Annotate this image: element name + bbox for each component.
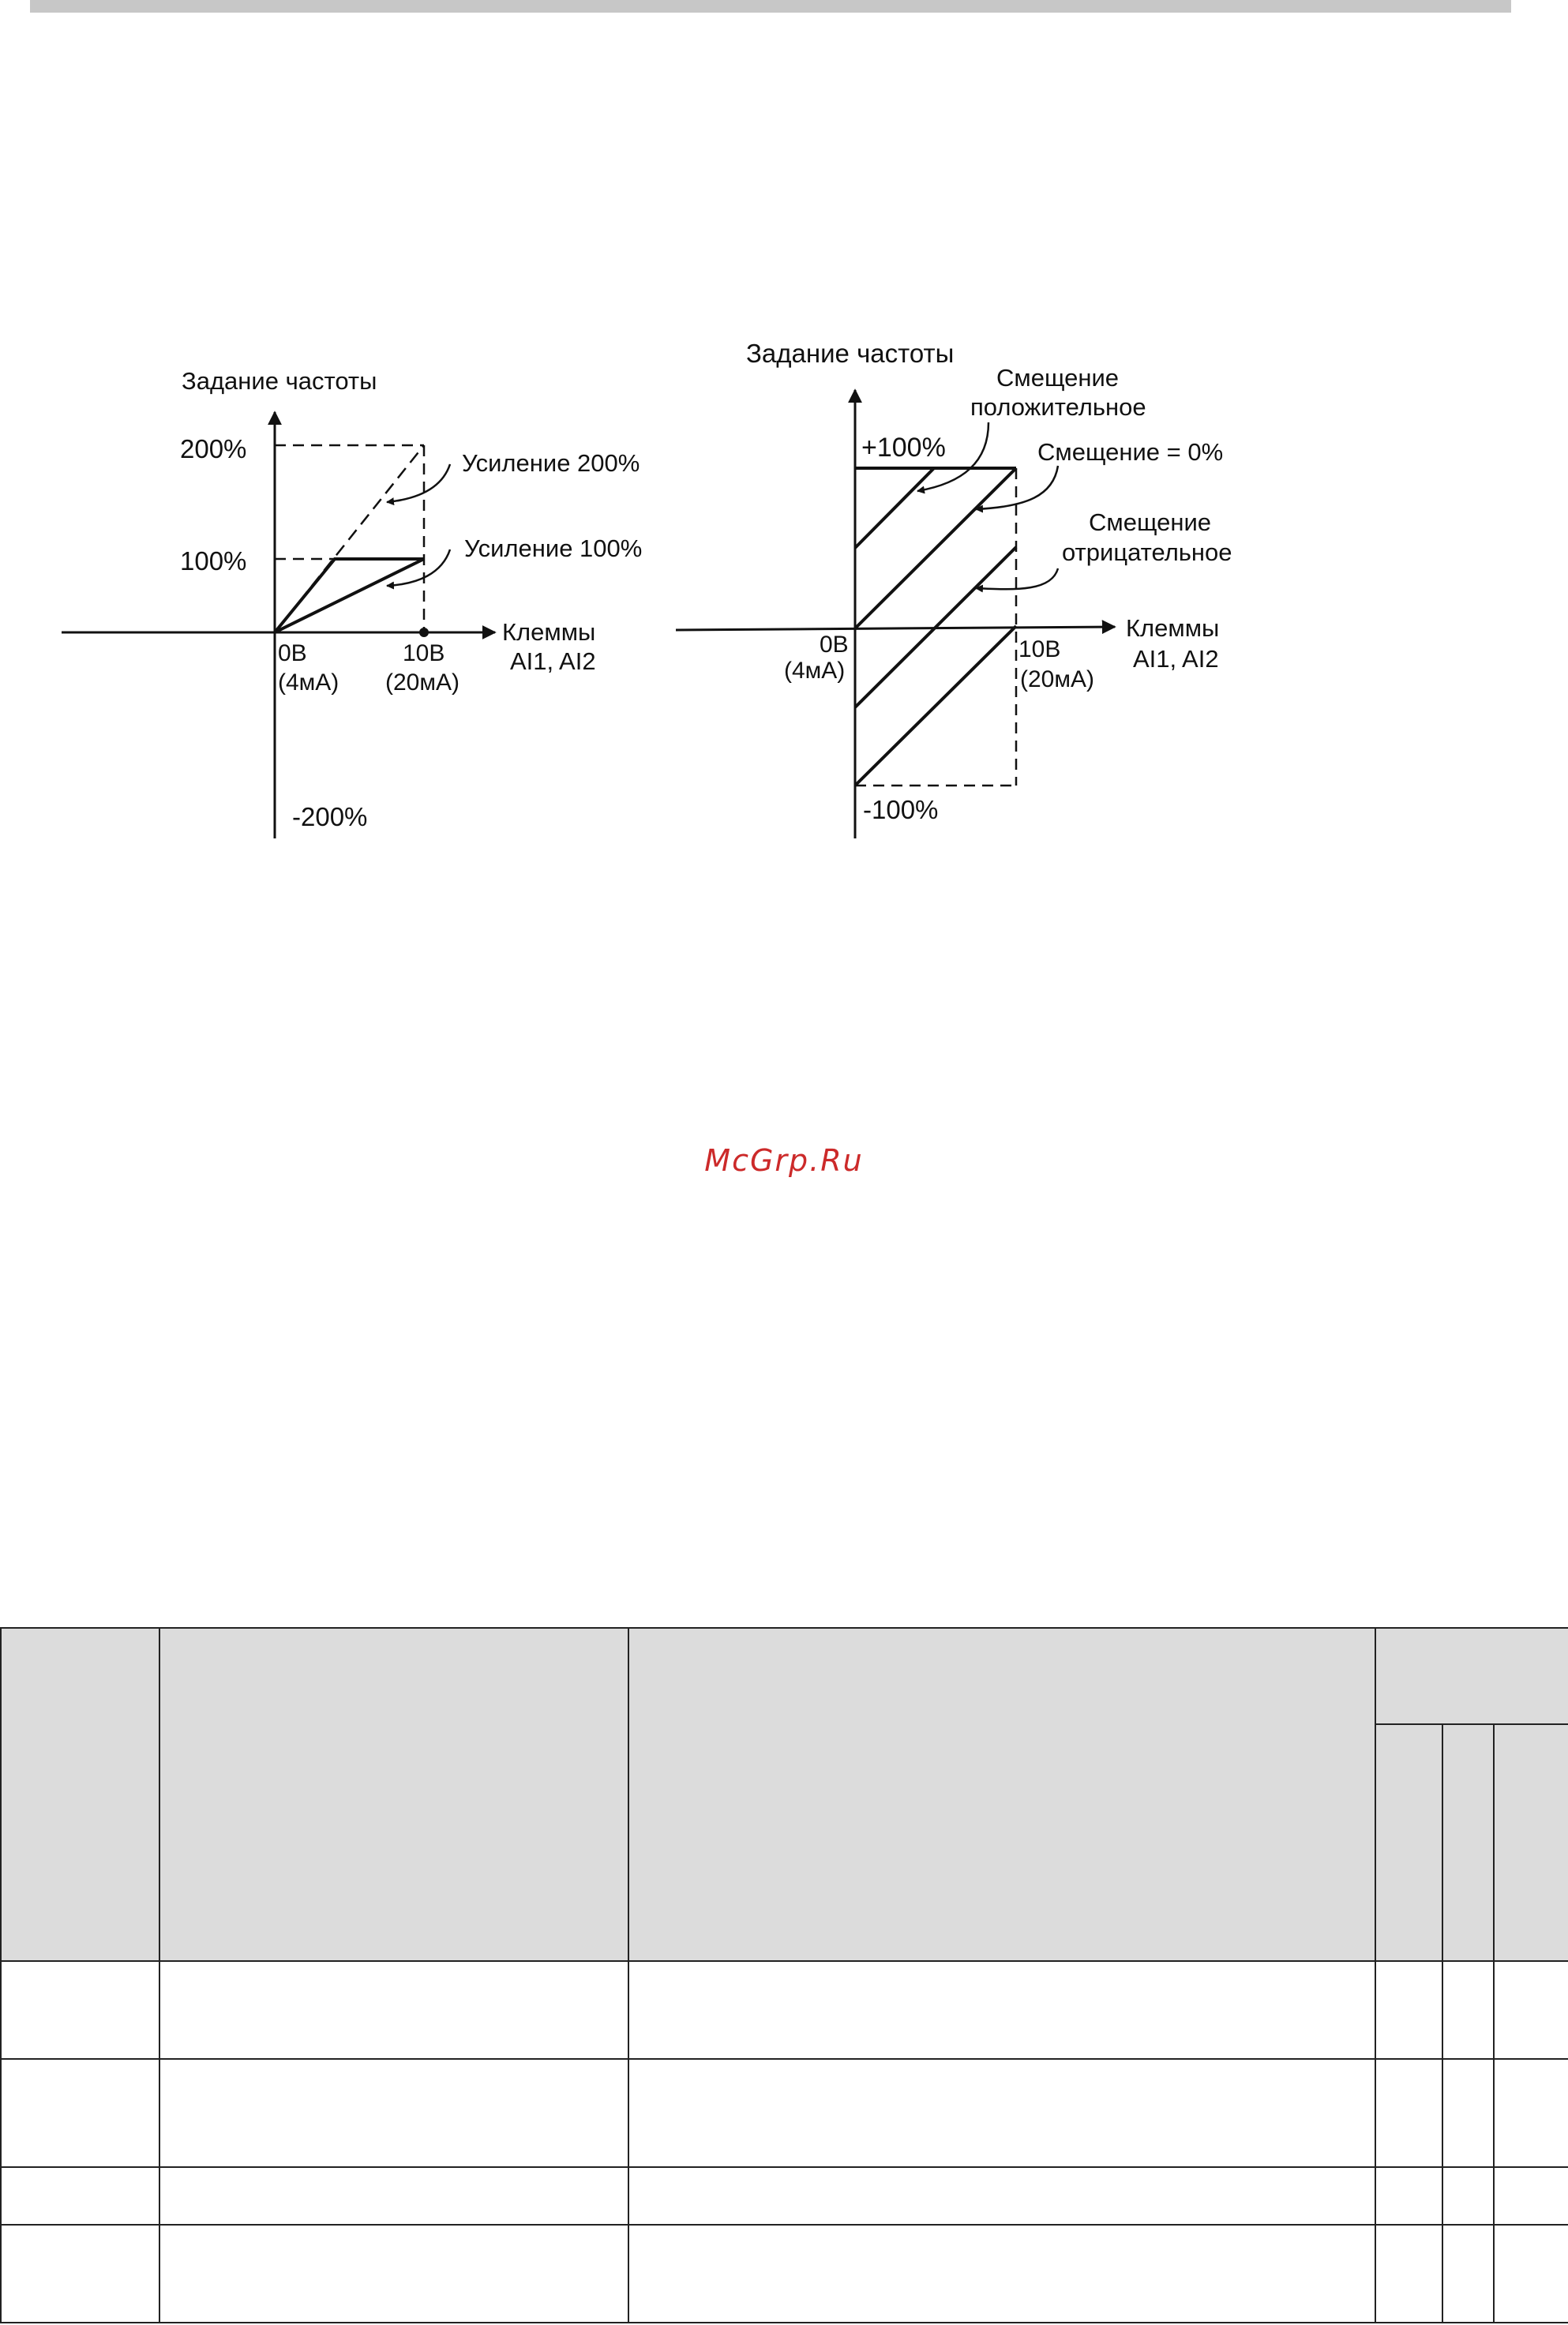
table-row (1, 2059, 1568, 2167)
figures (0, 0, 1568, 868)
header-cell-code (1, 1628, 159, 1961)
bias-x-tick-0-line1: 0В (820, 632, 849, 658)
gain-100-label: Усиление 100% (464, 534, 643, 562)
gain-y-axis-label: Задание частоты (182, 367, 377, 395)
gain-100-line (275, 559, 424, 632)
header-subcell-2 (1442, 1724, 1494, 1961)
gain-figure (62, 367, 642, 838)
bias-tick-neg100: -100% (863, 795, 939, 824)
bias-y-axis-label: Задание частоты (746, 339, 955, 368)
gain-200-label: Усиление 200% (462, 449, 640, 477)
gain-tick-200: 200% (180, 434, 247, 463)
gain-x-axis-label-line1: Клеммы (502, 618, 596, 646)
watermark: McGrp.Ru (704, 1143, 864, 1178)
bias-x-tick-10-line2: (20мА) (1020, 666, 1094, 692)
gain-100-pointer (387, 549, 450, 586)
gain-x-tick-0-line1: 0В (278, 640, 307, 666)
table-row (1, 2225, 1568, 2323)
bias-x-tick-0-line2: (4мА) (784, 658, 846, 684)
gain-200-pointer (387, 464, 450, 502)
gain-10v-point (419, 628, 429, 637)
header-subcell-1 (1375, 1724, 1442, 1961)
bias-x-axis-label-line1: Клеммы (1126, 614, 1220, 642)
bias-zero-line (855, 468, 1016, 628)
header-cell-group (1375, 1628, 1568, 1724)
table-row (1, 1961, 1568, 2059)
gain-x-tick-10-line1: 10В (403, 640, 445, 666)
bias-positive-line (855, 468, 934, 548)
gain-x-tick-10-line2: (20мА) (385, 669, 460, 696)
table-row (1, 2167, 1568, 2225)
gain-x-axis-label-line2: AI1, AI2 (510, 647, 596, 675)
bias-positive-label-line1: Смещение (996, 364, 1120, 392)
bias-negative-100-line (855, 626, 1016, 786)
gain-x-tick-0-line2: (4мА) (278, 669, 339, 696)
header-subcell-3 (1494, 1724, 1568, 1961)
bias-x-axis-label-line2: AI1, AI2 (1133, 645, 1219, 673)
bias-figure (676, 339, 1232, 838)
bias-negative-label-line2: отрицательное (1062, 538, 1232, 566)
bias-x-axis (676, 627, 1115, 630)
bias-zero-label: Смещение = 0% (1037, 438, 1224, 466)
bias-x-tick-10-line1: 10В (1018, 636, 1061, 662)
bias-tick-pos100: +100% (861, 433, 946, 463)
bias-negative-label-line1: Смещение (1089, 508, 1212, 536)
bias-positive-label-line2: положительное (970, 393, 1146, 421)
header-cell-name (159, 1628, 628, 1961)
parameter-table (0, 1627, 1568, 2323)
header-cell-description (628, 1628, 1375, 1961)
gain-tick-100: 100% (180, 546, 247, 576)
gain-tick-neg200: -200% (292, 802, 368, 831)
